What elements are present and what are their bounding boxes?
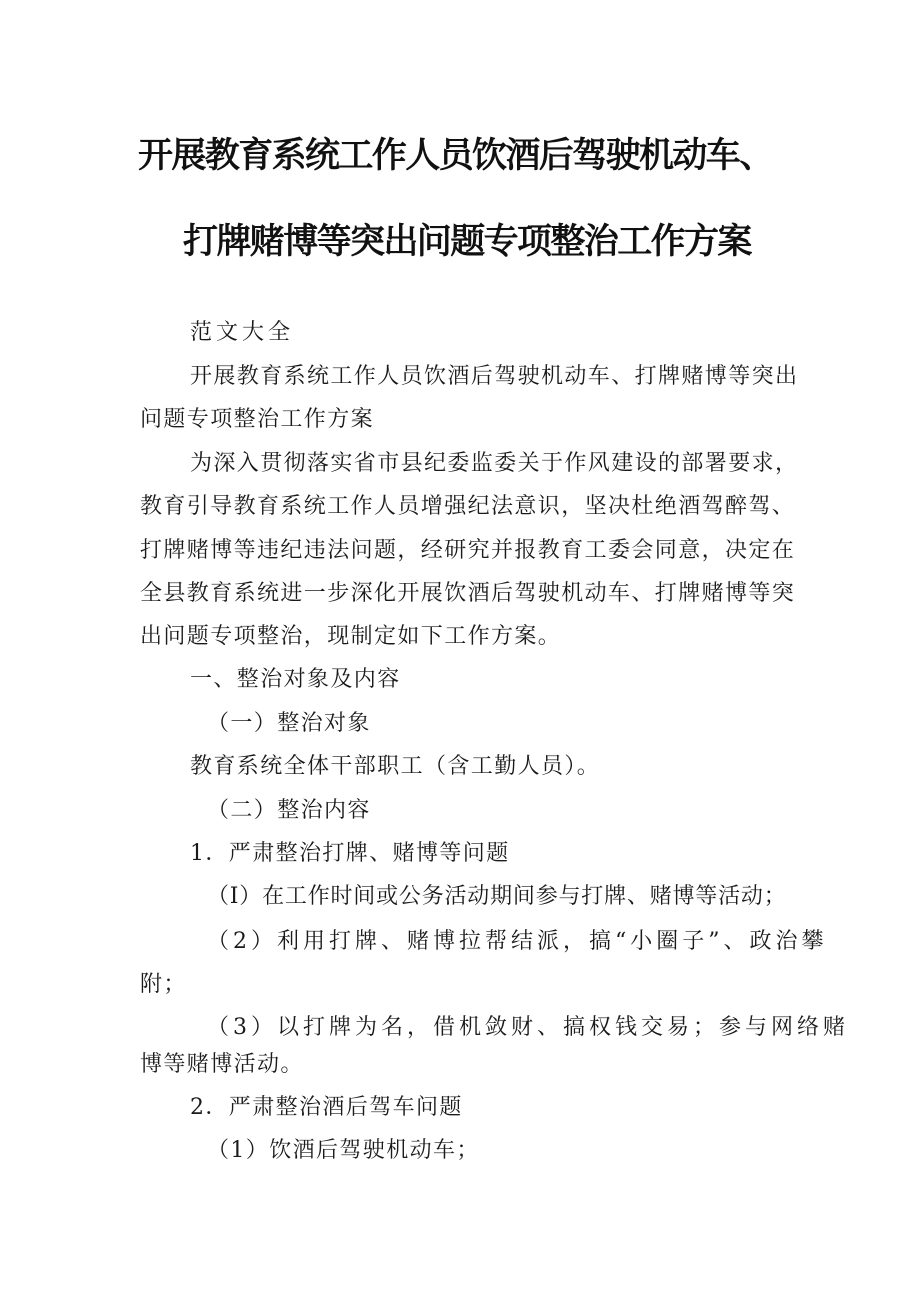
list-item-continuation: 附； — [140, 972, 187, 997]
heading-line: 一、整治对象及内容 — [190, 667, 401, 692]
document-title-line-1: 开展教育系统工作人员饮酒后驾驶机动车、 — [138, 136, 773, 176]
item-heading-line: 1．严肃整治打牌、赌博等问题 — [190, 841, 510, 866]
body-line: 出问题专项整治，现制定如下工作方案。 — [140, 624, 562, 649]
list-item-continuation: 博等赌博活动。 — [140, 1052, 304, 1077]
section-label: 范文大全 — [190, 320, 295, 345]
body-line: 为深入贯彻落实省市县纪委监委关于作风建设的部署要求， — [190, 451, 799, 476]
list-item: （I）在工作时间或公务活动期间参与打牌、赌博等活动； — [207, 884, 787, 909]
list-item: （2）利用打牌、赌博拉帮结派，搞“小圈子”、政治攀 — [207, 929, 828, 954]
list-item: （3）以打牌为名，借机敛财、搞权钱交易；参与网络赌 — [207, 1015, 849, 1040]
body-line: 问题专项整治工作方案 — [140, 407, 375, 432]
body-line: 全县教育系统进一步深化开展饮酒后驾驶机动车、打牌赌博等突 — [140, 581, 796, 606]
subheading-line: （二）整治内容 — [207, 798, 371, 823]
body-line: 开展教育系统工作人员饮酒后驾驶机动车、打牌赌博等突出 — [190, 364, 799, 389]
list-item: （1）饮酒后驾驶机动车； — [207, 1138, 480, 1163]
subheading-line: （一）整治对象 — [207, 711, 371, 736]
body-line: 打牌赌博等违纪违法问题，经研究并报教育工委会同意，决定在 — [140, 538, 796, 563]
document-title-line-2: 打牌赌博等突出问题专项整治工作方案 — [183, 222, 751, 262]
body-line: 教育系统全体干部职工（含工勤人员）。 — [190, 754, 601, 779]
body-line: 教育引导教育系统工作人员增强纪法意识，坚决杜绝酒驾醉驾、 — [140, 494, 796, 519]
item-heading-line: 2．严肃整治酒后驾车问题 — [190, 1095, 463, 1120]
